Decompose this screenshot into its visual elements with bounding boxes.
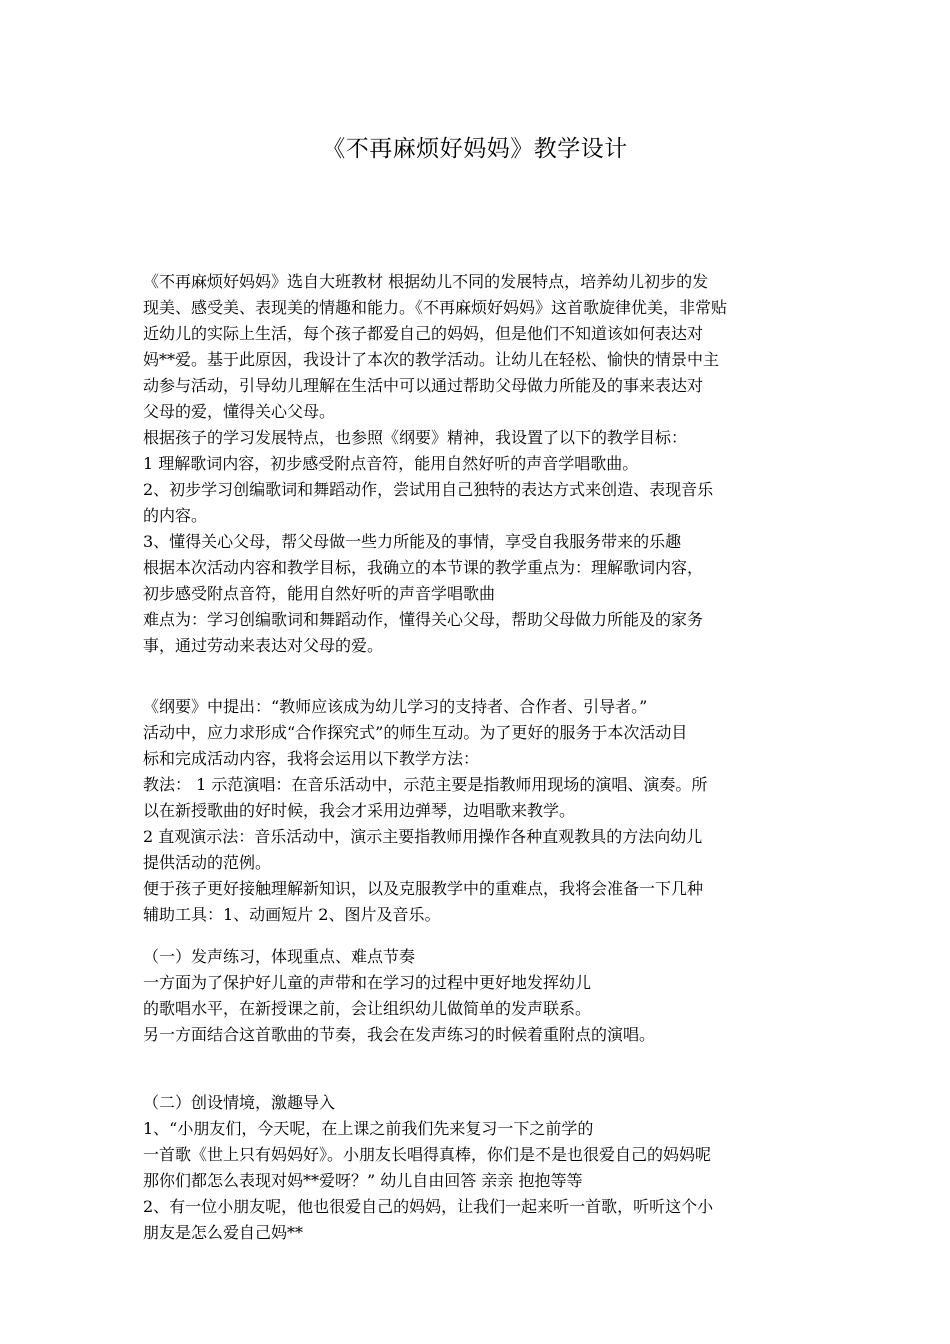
text-line: 《不再麻烦好妈妈》选自大班教材 根据幼儿不同的发展特点，培养幼儿初步的发	[143, 272, 709, 291]
text-line: 妈**爱。基于此原因，我设计了本次的教学活动。让幼儿在轻松、愉快的情景中主	[143, 350, 720, 369]
text-line: 的歌唱水平，在新授课之前，会让组织幼儿做简单的发声联系。	[143, 999, 592, 1018]
text-line: 一首歌《世上只有妈妈好》。小朋友长唱得真棒，你们是不是也很爱自己的妈妈呢	[143, 1145, 712, 1164]
text-line: 2 直观演示法：音乐活动中，演示主要指教师用操作各种直观教具的方法向幼儿	[143, 827, 703, 846]
text-line: 2、初步学习创编歌词和舞蹈动作，尝试用自己独特的表达方式来创造、表现音乐	[143, 480, 714, 499]
text-line: 初步感受附点音符，能用自然好听的声音学唱歌曲	[143, 584, 496, 603]
document-title: 《不再麻烦好妈妈》教学设计	[322, 136, 628, 162]
text-line: 3、懂得关心父母，帮父母做一些力所能及的事情，享受自我服务带来的乐趣	[143, 532, 682, 551]
text-line: 难点为：学习创编歌词和舞蹈动作，懂得关心父母，帮助父母做力所能及的家务	[143, 610, 704, 629]
text-line: 标和完成活动内容，我将会运用以下教学方法：	[143, 749, 480, 768]
text-line: 根据孩子的学习发展特点，也参照《纲要》精神，我设置了以下的教学目标：	[143, 428, 688, 447]
text-line: 朋友是怎么爱自己妈**	[143, 1223, 304, 1242]
section-heading: （一）发声练习，体现重点、难点节奏	[143, 947, 416, 966]
text-line: 动参与活动，引导幼儿理解在生活中可以通过帮助父母做力所能及的事来表达对	[143, 376, 704, 395]
text-line: 1、“小朋友们，今天呢，在上课之前我们先来复习一下之前学的	[143, 1119, 594, 1138]
text-line: 以在新授歌曲的好时候，我会才采用边弹琴，边唱歌来教学。	[143, 801, 576, 820]
text-line: 提供活动的范例。	[143, 853, 272, 872]
text-line: 那你们都怎么表现对妈**爱呀？” 幼儿自由回答 亲亲 抱抱等等	[143, 1171, 583, 1190]
text-line: 活动中，应力求形成“合作探究式”的师生互动。为了更好的服务于本次活动目	[143, 723, 688, 742]
text-line: 另一方面结合这首歌曲的节奏，我会在发声练习的时候着重附点的演唱。	[143, 1025, 656, 1044]
text-line: 教法： 1 示范演唱：在音乐活动中，示范主要是指教师用现场的演唱、演奏。所	[143, 775, 708, 794]
text-line: 现美、感受美、表现美的情趣和能力。《不再麻烦好妈妈》这首歌旋律优美，非常贴	[143, 298, 728, 317]
text-line: 2、有一位小朋友呢，他也很爱自己的妈妈，让我们一起来听一首歌，听听这个小	[143, 1197, 714, 1216]
text-line: 《纲要》中提出：“教师应该成为幼儿学习的支持者、合作者、引导者。”	[143, 697, 648, 716]
text-line: 近幼儿的实际上生活，每个孩子都爱自己的妈妈，但是他们不知道该如何表达对	[143, 324, 704, 343]
text-line: 一方面为了保护好儿童的声带和在学习的过程中更好地发挥幼儿	[143, 973, 592, 992]
text-line: 的内容。	[143, 506, 208, 525]
text-line: 事，通过劳动来表达对父母的爱。	[143, 636, 384, 655]
section-heading: （二）创设情境，激趣导入	[143, 1093, 336, 1112]
text-line: 根据本次活动内容和教学目标，我确立的本节课的教学重点为：理解歌词内容，	[143, 558, 704, 577]
text-line: 辅助工具：1、动画短片 2、图片及音乐。	[143, 905, 441, 924]
text-line: 便于孩子更好接触理解新知识，以及克服教学中的重难点，我将会准备一下几种	[143, 879, 704, 898]
text-line: 1 理解歌词内容，初步感受附点音符，能用自然好听的声音学唱歌曲。	[143, 454, 639, 473]
text-line: 父母的爱，懂得关心父母。	[143, 402, 336, 421]
